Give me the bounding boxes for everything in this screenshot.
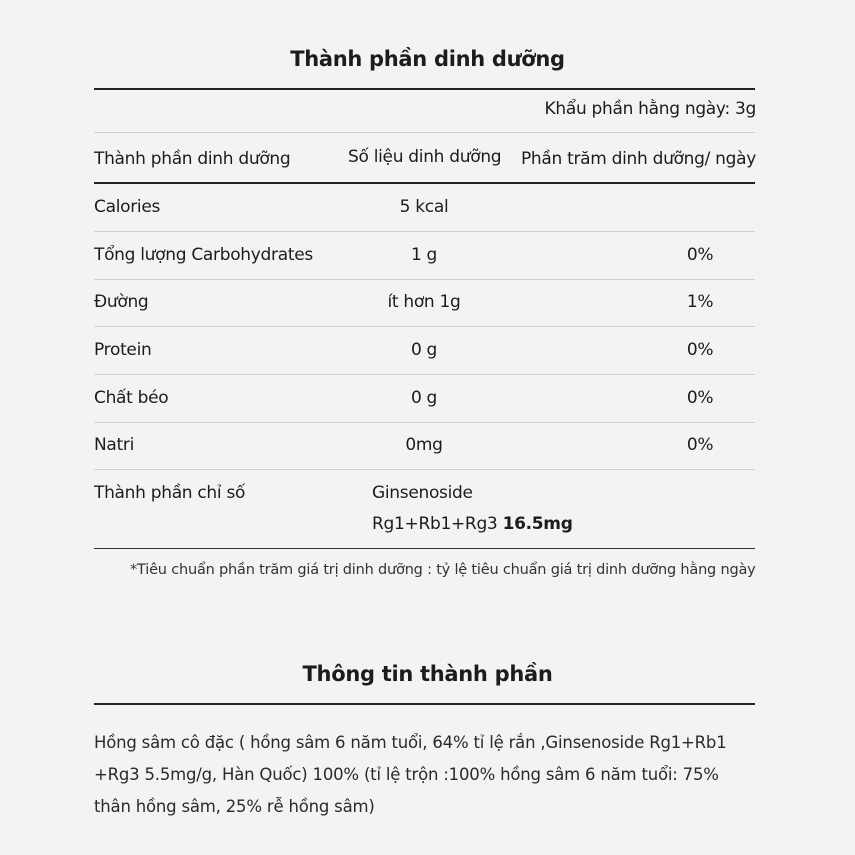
ingredients-rule: [94, 703, 755, 705]
row-amount: 0 g: [410, 388, 438, 408]
row-percent: 0%: [686, 435, 714, 455]
ingredients-text: Hồng sâm cô đặc ( hồng sâm 6 năm tuổi, 64% tỉ lệ rắn ,Ginsenoside Rg1+Rb1 +Rg3 5.5mg/g, Hàn Quốc) 100% (tỉ lệ trộn :100% hồng sâm 6 năm tuổi: 75% thân hồng sâm, 25% rễ hồng sâm): [94, 733, 727, 816]
row-name: Natri: [94, 435, 135, 455]
row-name: Thành phần chỉ số: [94, 483, 246, 503]
footnote: *Tiêu chuẩn phần trăm giá trị dinh dưỡng : tỷ lệ tiêu chuẩn giá trị dinh dưỡng hằng ngày: [130, 562, 756, 578]
divider: [94, 326, 755, 327]
divider: [94, 231, 755, 232]
divider: [94, 422, 755, 423]
header-nutrient: Thành phần dinh dưỡng: [94, 149, 291, 169]
row-amount: 0 g: [410, 340, 438, 360]
divider: [94, 132, 755, 133]
row-percent: 0%: [686, 388, 714, 408]
row-name: Chất béo: [94, 388, 169, 408]
row-amount: 0mg: [405, 435, 443, 455]
header-percent: Phần trăm dinh dưỡng/ ngày: [520, 149, 756, 169]
ginsenoside-value: Rg1+Rb1+Rg3 16.5mg: [372, 514, 573, 534]
row-percent: 0%: [686, 245, 714, 265]
row-amount: ít hơn 1g: [387, 292, 461, 312]
divider: [94, 469, 755, 470]
row-name: Calories: [94, 197, 161, 217]
divider: [94, 374, 755, 375]
serving-size: Khẩu phần hằng ngày: 3g: [544, 99, 756, 119]
row-amount: 1 g: [410, 245, 438, 265]
header-amount: Số liệu dinh dưỡng: [348, 147, 502, 167]
divider: [94, 279, 755, 280]
row-percent: 1%: [686, 292, 714, 312]
table-top-rule: [94, 88, 755, 90]
header-rule: [94, 182, 755, 184]
ingredients-title: Thông tin thành phần: [302, 662, 553, 686]
nutrition-title: Thành phần dinh dưỡng: [290, 47, 565, 71]
ginsenoside-label: Ginsenoside: [372, 483, 473, 503]
row-name: Đường: [94, 292, 149, 312]
table-bottom-rule: [94, 548, 755, 549]
row-percent: 0%: [686, 340, 714, 360]
row-amount: 5 kcal: [399, 197, 449, 217]
row-name: Tổng lượng Carbohydrates: [94, 245, 313, 265]
row-name: Protein: [94, 340, 152, 360]
